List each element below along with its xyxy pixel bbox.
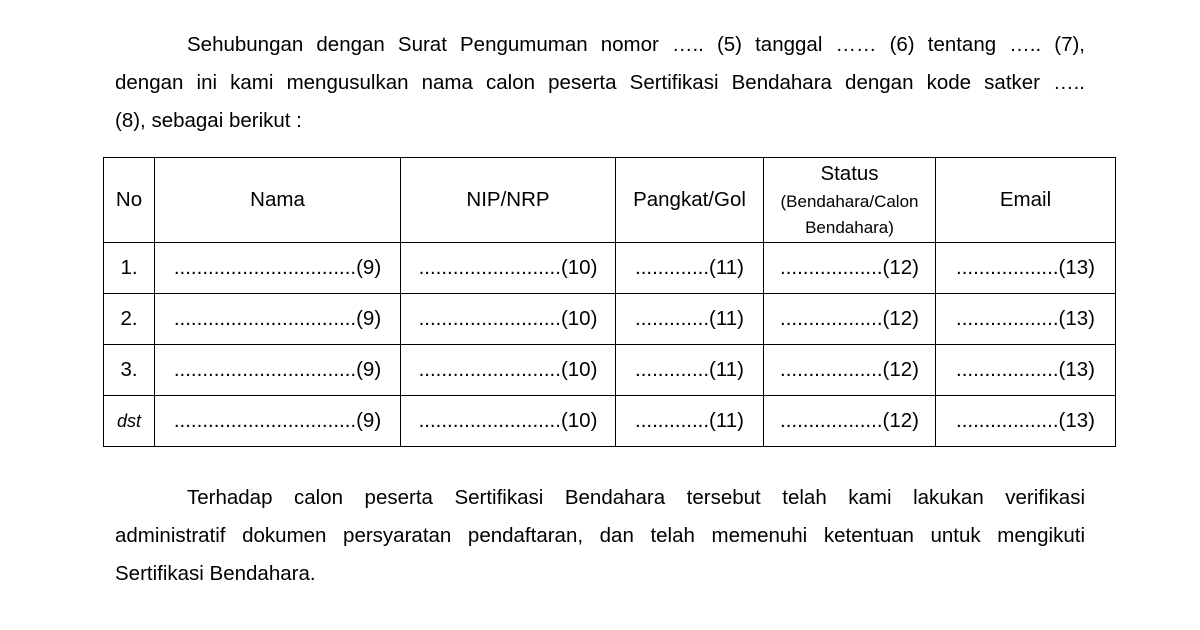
row-email: ..................(13) bbox=[936, 345, 1116, 396]
row-pangkat: .............(11) bbox=[616, 396, 764, 447]
table-row bbox=[104, 396, 1116, 447]
participant-table bbox=[103, 157, 1116, 447]
table-row bbox=[104, 345, 1116, 396]
verification-paragraph bbox=[115, 479, 1085, 593]
intro-line-1: Sehubungan dengan Surat Pengumuman nomor ….. (5) tanggal …… (6) tentang ….. (7), bbox=[187, 33, 1085, 56]
header-nip: NIP/NRP bbox=[401, 158, 616, 243]
intro-line-3: (8), sebagai berikut : bbox=[115, 109, 302, 132]
row-no: 1. bbox=[104, 243, 155, 294]
row-email: ..................(13) bbox=[936, 396, 1116, 447]
verification-line-2: administratif dokumen persyaratan pendaftaran, dan telah memenuhi ketentuan untuk mengikuti bbox=[115, 524, 1085, 547]
table-row bbox=[104, 243, 1116, 294]
row-status: ..................(12) bbox=[764, 294, 936, 345]
intro-paragraph bbox=[115, 26, 1085, 140]
row-pangkat: .............(11) bbox=[616, 345, 764, 396]
row-nip: .........................(10) bbox=[401, 345, 616, 396]
verification-line-3: Sertifikasi Bendahara. bbox=[115, 562, 316, 585]
table-header-row bbox=[104, 158, 1116, 243]
row-status: ..................(12) bbox=[764, 243, 936, 294]
row-pangkat: .............(11) bbox=[616, 243, 764, 294]
row-status: ..................(12) bbox=[764, 345, 936, 396]
row-status: ..................(12) bbox=[764, 396, 936, 447]
row-nip: .........................(10) bbox=[401, 294, 616, 345]
table-row bbox=[104, 294, 1116, 345]
header-status-sub: (Bendahara/Calon Bendahara) bbox=[780, 192, 919, 237]
header-email: Email bbox=[936, 158, 1116, 243]
header-nama: Nama bbox=[155, 158, 401, 243]
row-nama: ................................(9) bbox=[155, 396, 401, 447]
header-no: No bbox=[104, 158, 155, 243]
row-email: ..................(13) bbox=[936, 243, 1116, 294]
intro-line-2: dengan ini kami mengusulkan nama calon peserta Sertifikasi Bendahara dengan kode satker ….. bbox=[115, 71, 1085, 94]
row-nip: .........................(10) bbox=[401, 243, 616, 294]
row-nama: ................................(9) bbox=[155, 243, 401, 294]
header-status-main: Status bbox=[820, 162, 879, 185]
row-pangkat: .............(11) bbox=[616, 294, 764, 345]
row-nama: ................................(9) bbox=[155, 294, 401, 345]
row-no: 2. bbox=[104, 294, 155, 345]
row-nama: ................................(9) bbox=[155, 345, 401, 396]
row-no: 3. bbox=[104, 345, 155, 396]
row-nip: .........................(10) bbox=[401, 396, 616, 447]
verification-line-1: Terhadap calon peserta Sertifikasi Bendahara tersebut telah kami lakukan verifikasi bbox=[187, 486, 1085, 509]
row-no: dst bbox=[104, 396, 155, 447]
row-email: ..................(13) bbox=[936, 294, 1116, 345]
header-status bbox=[764, 158, 936, 243]
header-pangkat: Pangkat/Gol bbox=[616, 158, 764, 243]
